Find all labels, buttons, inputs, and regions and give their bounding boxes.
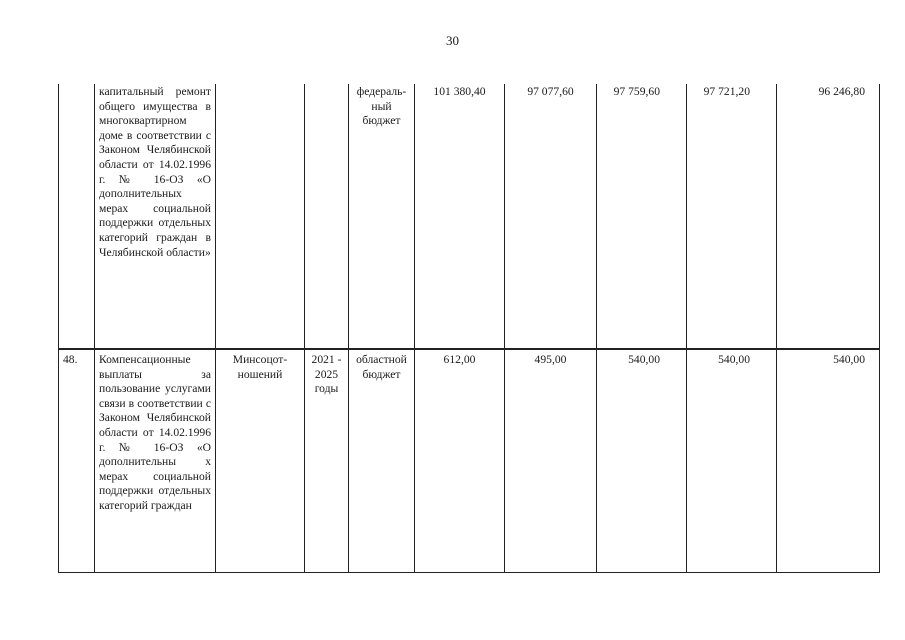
- row-period: [305, 84, 349, 349]
- row-executor: Минсоцот-ношений: [216, 349, 305, 573]
- row-amount-5: 540,00: [777, 349, 880, 573]
- row-description: Компенсационные выплаты за пользование услугами связи в соответствии с Законом Челябинской области от 14.02.1996 г. № 16-ОЗ «О дополнительны х мерах социальной поддержки отдельных категорий граждан: [95, 349, 216, 573]
- row-amount-4: 540,00: [687, 349, 777, 573]
- program-table: [58, 84, 880, 573]
- row-amount-4: 97 721,20: [687, 84, 777, 349]
- page-number: 30: [446, 33, 459, 48]
- row-period: 2021 - 2025 годы: [305, 349, 349, 573]
- table-row: [59, 349, 880, 573]
- row-amount-1: 101 380,40: [415, 84, 505, 349]
- row-amount-2: 97 077,60: [505, 84, 597, 349]
- row-executor: [216, 84, 305, 349]
- row-amount-3: 540,00: [597, 349, 687, 573]
- row-number: [59, 84, 95, 349]
- row-funding-source: федераль-ный бюджет: [349, 84, 415, 349]
- table-row: [59, 84, 880, 349]
- row-amount-5: 96 246,80: [777, 84, 880, 349]
- row-funding-source: областной бюджет: [349, 349, 415, 573]
- row-amount-1: 612,00: [415, 349, 505, 573]
- row-amount-3: 97 759,60: [597, 84, 687, 349]
- row-amount-2: 495,00: [505, 349, 597, 573]
- row-description: капитальный ремонт общего имущества в многоквартирном доме в соответствии с Законом Челябинской области от 14.02.1996 г. № 16-ОЗ «О дополнительных мерах социальной поддержки отдельных категорий граждан в Челябинской области»: [95, 84, 216, 349]
- row-number: 48.: [59, 349, 95, 573]
